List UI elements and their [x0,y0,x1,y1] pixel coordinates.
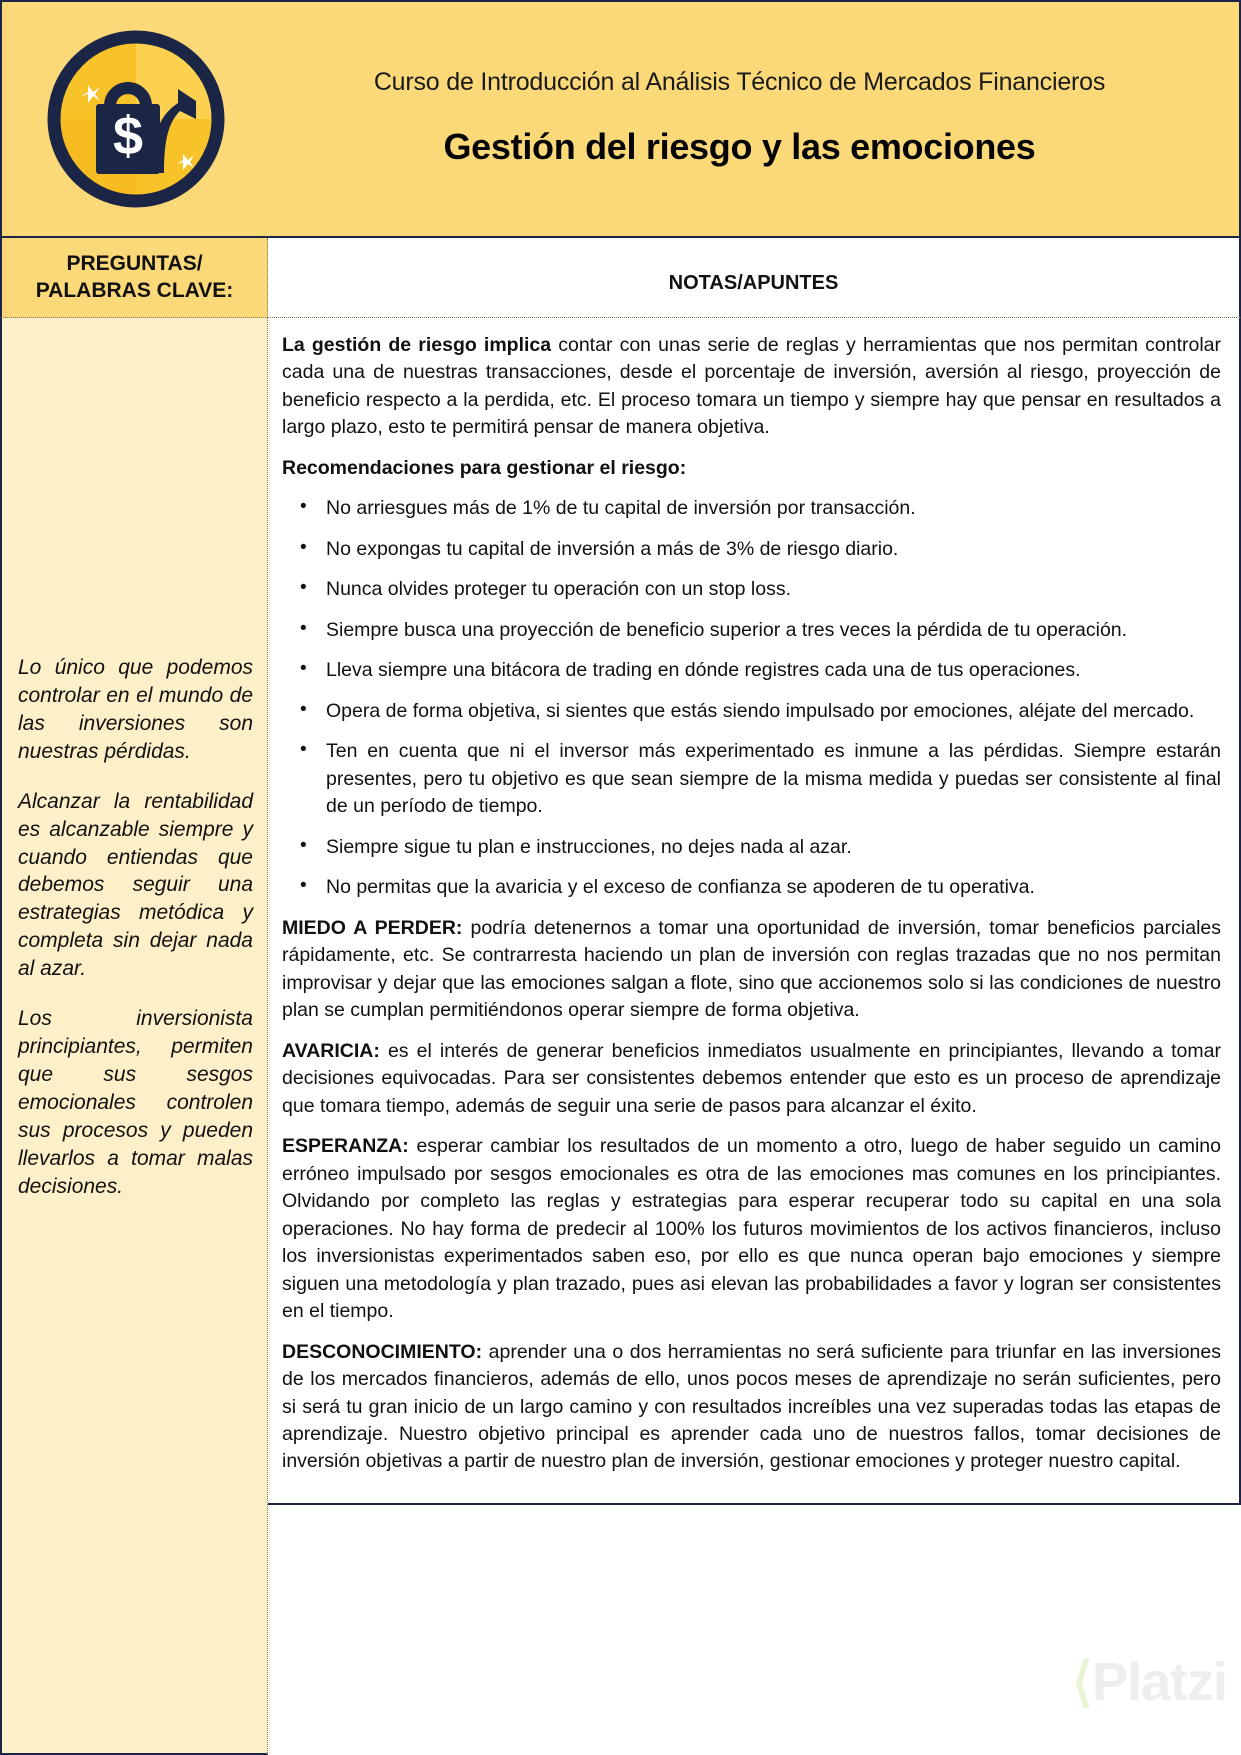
logo-cell [2,2,270,236]
list-item: • No permitas que la avaricia y el exceso de confianza se apoderen de tu operativa. [282,874,1221,901]
emotion-paragraph-desconocimiento [282,1339,1221,1476]
notes-column-header-cell [268,238,1241,318]
course-title: Curso de Introducción al Análisis Técnico de Mercados Financieros [373,68,1106,97]
keywords-header-line-1: PREGUNTAS/ [66,252,203,275]
keyword-paragraph: Los inversionista principiantes, permiten que sus sesgos emocionales controlen sus procesos y pueden llevarlos a tomar malas decisiones. [18,1007,253,1198]
keywords-header-line-2: PALABRAS CLAVE: [35,279,234,303]
emotion-paragraph-miedo-a-perder [282,915,1221,1025]
page-header [0,0,1241,238]
keywords-column-header [0,238,268,318]
keywords-column-header-cell [0,238,268,318]
emotion-text: aprender una o dos herramientas no será suficiente para triunfar en las inversiones de los mercados financieros, además de ello, unos pocos meses de aprendizaje no serán suficientes, pero si será tu gran inicio de un largo camino y con resultados increíbles una vez superadas todas las etapas de aprendizaje. Nuestro objetivo principal es aprender cada uno de nuestros fallos, tomar decisiones de inversión objetivas a partir de nuestro plan de inversión, gestionar emociones y proteger nuestro capital. [282,1340,1221,1473]
svg-text:$: $ [112,106,144,166]
keyword-paragraph: Alcanzar la rentabilidad es alcanzable siempre y cuando entiendas que debemos seguir una estrategias metódica y completa sin dejar nada al azar. [18,789,253,981]
keywords-top-spacer [18,336,253,654]
emotion-term: MIEDO A PERDER: [282,916,463,939]
watermark-accent: ⟨ [1071,1652,1092,1712]
notes-column-header: NOTAS/APUNTES [268,238,1241,318]
emotion-text: esperar cambiar los resultados de un momento a otro, luego de haber seguido un camino erróneo impulsado por sesgos emocionales es otra de las emociones mas comunes en los principiantes. Olvidando por completo las reglas y estrategias para esperar recuperar todo su capital en una sola operaciones. No hay forma de predecir al 100% los futuros movimientos de los activos financieros, incluso los inversionistas experimentados saben eso, por ello es que nunca operan bajo emociones y siempre siguen una metodología y plan trazado, pues asi elevan las probabilidades a favor y logran ser consistentes en el tiempo. [282,1135,1221,1323]
emotion-text: es el interés de generar beneficios inmediatos usualmente en principiantes, llevando a tomar decisiones equivocadas. Para ser consistentes debemos entender que esto es un proceso de aprendizaje que tomara tiempo, además de seguir una serie de pasos para alcanzar el éxito. [282,1039,1221,1117]
emotion-term: AVARICIA: [282,1039,380,1062]
money-bag-growth-arrow-icon [40,23,232,215]
list-item: • No expongas tu capital de inversión a más de 3% de riesgo diario. [282,536,1221,563]
notes-cell [268,318,1241,1505]
table-body-row [0,318,1241,1755]
emotion-paragraph-esperanza [282,1133,1221,1325]
table-header-row [0,238,1241,318]
keywords-column [0,318,268,1755]
intro-paragraph [282,332,1221,442]
intro-rest: contar con unas serie de reglas y herramientas que nos permitan controlar cada una de nuestras transacciones, desde el porcentaje de inversión, aversión al riesgo, proyección de beneficio respecto a la perdida, etc. El proceso tomara un tiempo y siempre hay que pensar en resultados a largo plazo, esto te permitirá pensar de manera objetiva. [282,334,1221,439]
header-titles [270,59,1239,178]
recommendations-heading [282,455,1221,482]
recommendations-heading-text: Recomendaciones para gestionar el riesgo: [282,456,687,479]
keywords-cell [0,318,268,1755]
list-item: • Siempre sigue tu plan e instrucciones, no dejes nada al azar. [282,834,1221,861]
emotion-text: podría detenernos a tomar una oportunidad de inversión, tomar beneficios parciales rápidamente, etc. Se contrarresta haciendo un plan de inversión con reglas trazadas que no nos permitan improvisar y dejar que las emociones salgan a flote, sino que accionemos solo si las condiciones de nuestro plan se cumplan permitiéndonos operar siempre de forma objetiva. [282,916,1221,1022]
keyword-paragraph: Lo único que podemos controlar en el mundo de las inversiones son nuestras pérdidas. [18,656,253,763]
list-item: • Lleva siempre una bitácora de trading en dónde registres cada una de tus operaciones. [282,657,1221,684]
list-item: • No arriesgues más de 1% de tu capital de inversión por transacción. [282,495,1221,522]
recommendations-list [282,495,1221,901]
list-item: • Nunca olvides proteger tu operación con un stop loss. [282,576,1221,603]
intro-lead: La gestión de riesgo implica [282,334,552,356]
page-title: Gestión del riesgo y las emociones [443,125,1036,167]
list-item: • Ten en cuenta que ni el inversor más experimentado es inmune a las pérdidas. Siempre estarán presentes, pero tu objetivo es que sean siempre de la misma medida y puedas ser consistente al final de un período de tiempo. [282,738,1221,820]
list-item: • Opera de forma objetiva, si sientes que estás siendo impulsado por emociones, aléjate del mercado. [282,698,1221,725]
emotion-term: DESCONOCIMIENTO: [282,1340,483,1363]
list-item: • Siempre busca una proyección de beneficio superior a tres veces la pérdida de tu operación. [282,617,1221,644]
notes-column [268,318,1241,1755]
emotion-term: ESPERANZA: [282,1135,409,1158]
watermark-text: Platzi [1091,1652,1227,1712]
emotion-paragraph-avaricia [282,1038,1221,1120]
